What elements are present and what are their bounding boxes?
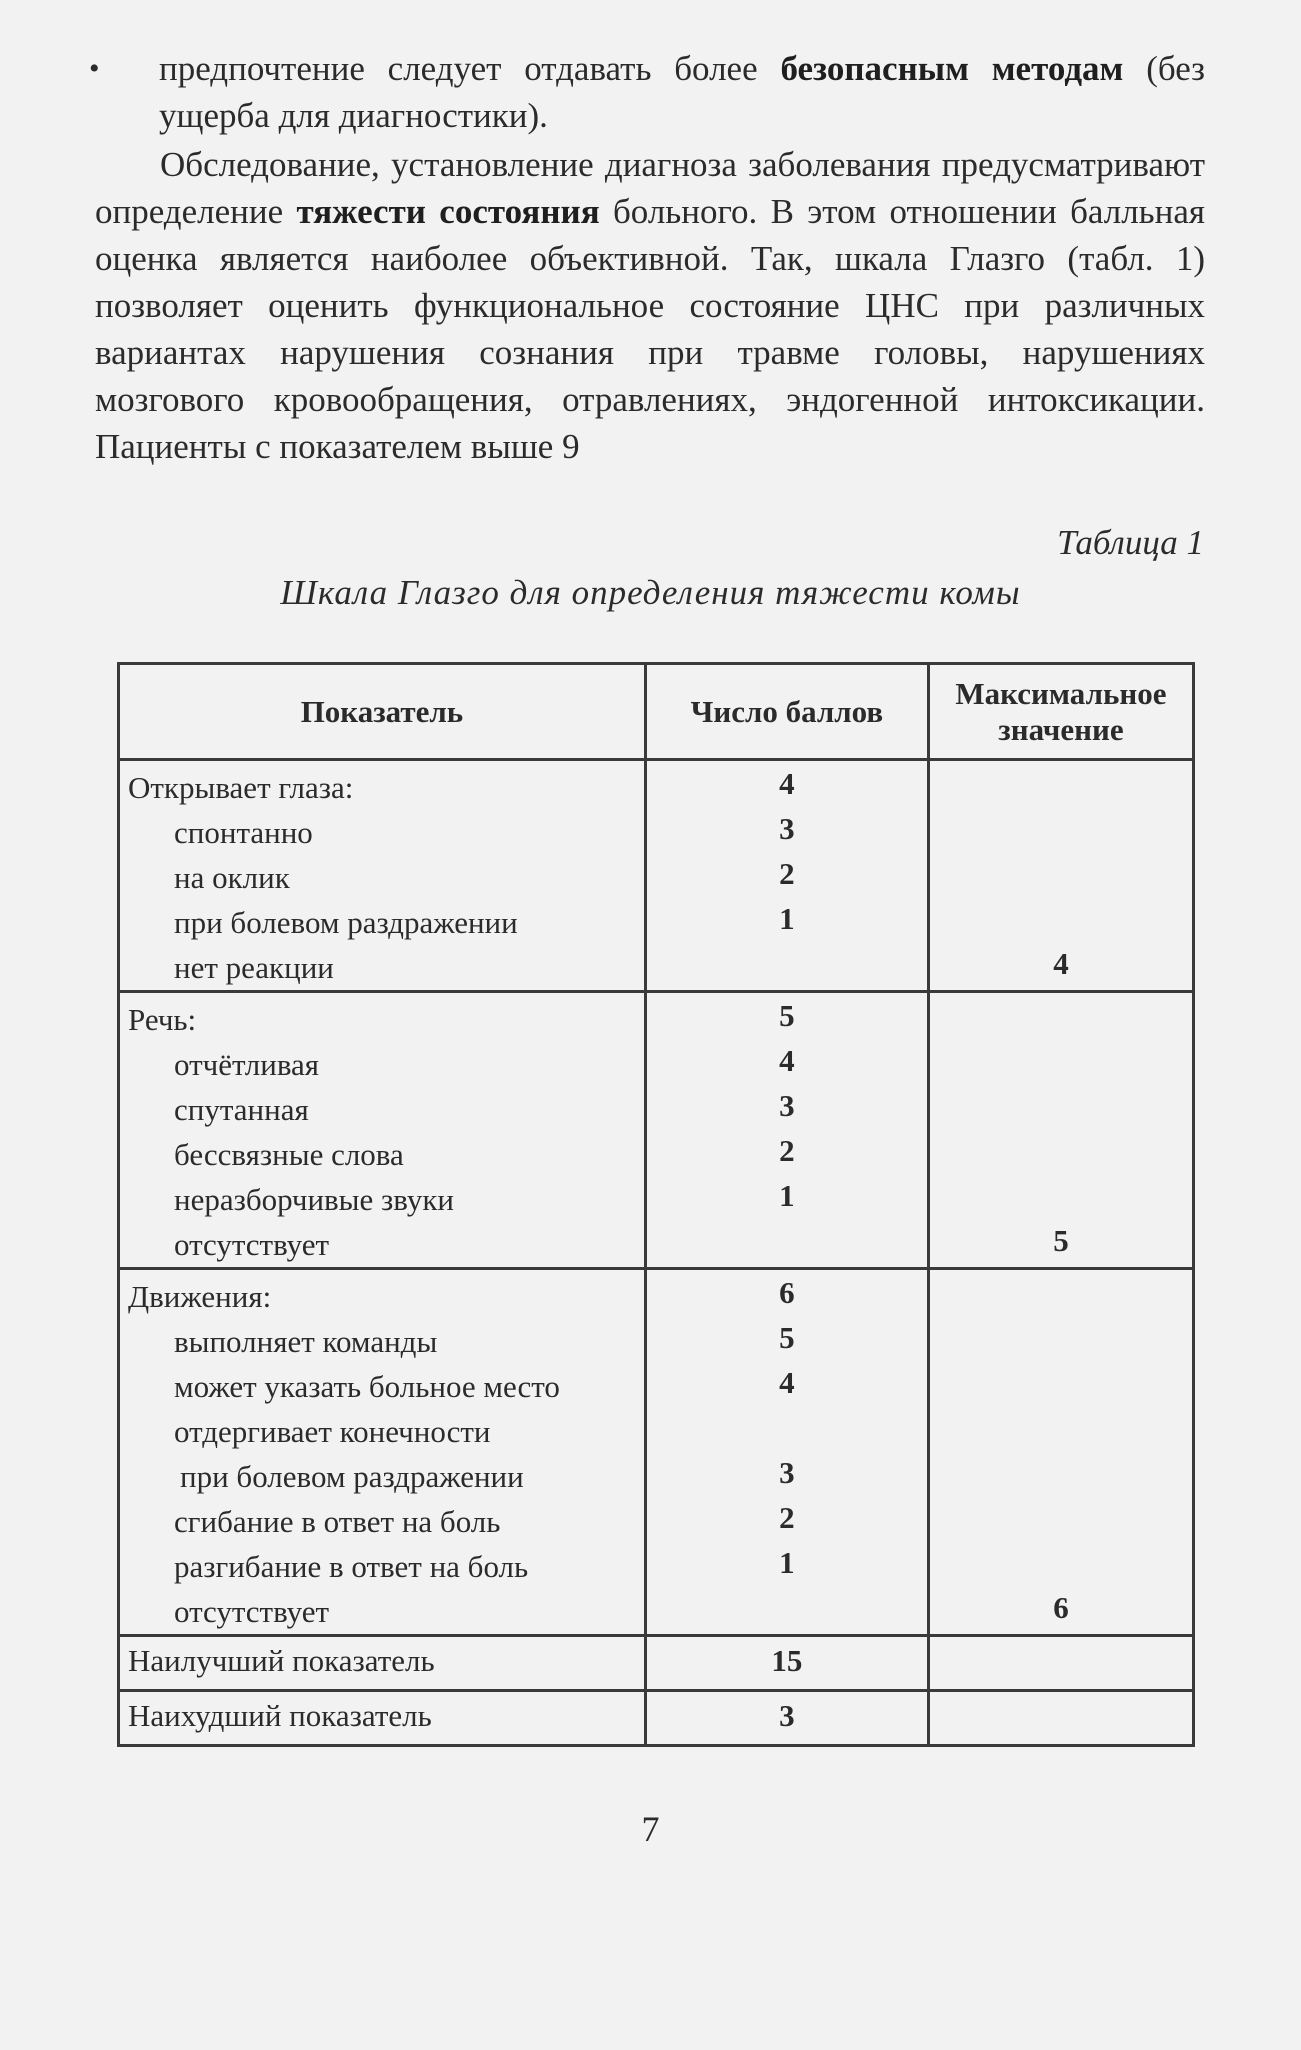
group-movement-scores <box>645 1269 928 1636</box>
score: 1 <box>779 1545 795 1580</box>
score: 5 <box>779 1320 795 1355</box>
best-score-row <box>119 1636 1194 1691</box>
main-text-before: Обследование, установление диагноза заболевания предусматривают определение <box>95 145 1205 231</box>
bullet-marker: • <box>89 52 100 85</box>
table-label: Таблица 1 <box>1057 523 1204 562</box>
bullet-paragraph <box>89 45 1205 139</box>
score: 3 <box>779 1455 795 1490</box>
score: 5 <box>779 998 795 1033</box>
group-item: разгибание в ответ на боль <box>174 1549 529 1584</box>
group-item: на оклик <box>174 860 290 895</box>
score: 2 <box>779 856 795 891</box>
header-points: Число баллов <box>645 664 928 760</box>
score: 1 <box>779 901 795 936</box>
bullet-text-bold: безопасным методам <box>780 49 1124 88</box>
group-item: бессвязные слова <box>174 1137 404 1172</box>
group-item-continuation: при болевом раздражении <box>180 1459 524 1494</box>
group-item: может указать больное место <box>174 1369 560 1404</box>
group-eyes-max: 4 <box>928 760 1193 992</box>
group-movement-max: 6 <box>928 1269 1193 1636</box>
page-number: 7 <box>641 1809 660 1849</box>
score: 2 <box>779 1133 795 1168</box>
score: 3 <box>779 1088 795 1123</box>
group-item: сгибание в ответ на боль <box>174 1504 501 1539</box>
table-title: Шкала Глазго для определения тяжести комы <box>280 573 1021 612</box>
group-item: выполняет команды <box>174 1324 438 1359</box>
bullet-text <box>95 45 1205 139</box>
score: 4 <box>779 766 795 801</box>
group-item: спонтанно <box>174 815 313 850</box>
worst-score-empty <box>928 1691 1193 1746</box>
score: 6 <box>779 1275 795 1310</box>
score-empty <box>647 1405 927 1450</box>
bullet-text-after: (без ущерба для диагностики). <box>159 49 1205 135</box>
worst-score-label: Наихудший показатель <box>119 1691 646 1746</box>
group-item: нет реакции <box>174 950 334 985</box>
group-movement-labels <box>119 1269 646 1636</box>
score: 3 <box>779 811 795 846</box>
main-text-after: больного. В этом отношении балльная оценка является наиболее объективной. Так, шкала Глазго (табл. 1) позволяет оценить функциональное состояние ЦНС при различных вариантах нарушения сознания при травме головы, нарушениях мозгового кровообращения, отравлениях, эндогенной интоксикации. Пациенты с показателем выше 9 <box>95 192 1205 466</box>
header-max: Максимальное значение <box>928 664 1193 760</box>
worst-score-row <box>119 1691 1194 1746</box>
best-score-empty <box>928 1636 1193 1691</box>
header-indicator: Показатель <box>119 664 646 760</box>
group-item: отдергивает конечности <box>174 1414 491 1449</box>
group-row-speech <box>119 992 1194 1269</box>
group-item: спутанная <box>174 1092 309 1127</box>
worst-score-value: 3 <box>645 1691 928 1746</box>
score: 4 <box>779 1043 795 1078</box>
score: 4 <box>779 1365 795 1400</box>
group-title: Движения: <box>128 1279 272 1314</box>
main-paragraph <box>95 141 1205 470</box>
group-title: Открывает глаза: <box>128 770 354 805</box>
group-item: отчётливая <box>174 1047 320 1082</box>
group-speech-labels <box>119 992 646 1269</box>
group-item: при болевом раздражении <box>174 905 518 940</box>
score: 2 <box>779 1500 795 1535</box>
group-title: Речь: <box>128 1002 197 1037</box>
glasgow-scale-table <box>117 662 1195 1747</box>
main-text-bold: тяжести состояния <box>296 192 600 231</box>
group-eyes-scores <box>645 760 928 992</box>
group-item: неразборчивые звуки <box>174 1182 454 1217</box>
score: 1 <box>779 1178 795 1213</box>
table-header-row <box>119 664 1194 760</box>
best-score-value: 15 <box>645 1636 928 1691</box>
best-score-label: Наилучший показатель <box>119 1636 646 1691</box>
bullet-text-before: предпочтение следует отдавать более <box>159 49 781 88</box>
group-row-eyes <box>119 760 1194 992</box>
group-item: отсутствует <box>174 1227 330 1262</box>
group-row-movement <box>119 1269 1194 1636</box>
group-eyes-labels <box>119 760 646 992</box>
group-item: отсутствует <box>174 1594 330 1629</box>
group-speech-max: 5 <box>928 992 1193 1269</box>
group-speech-scores <box>645 992 928 1269</box>
